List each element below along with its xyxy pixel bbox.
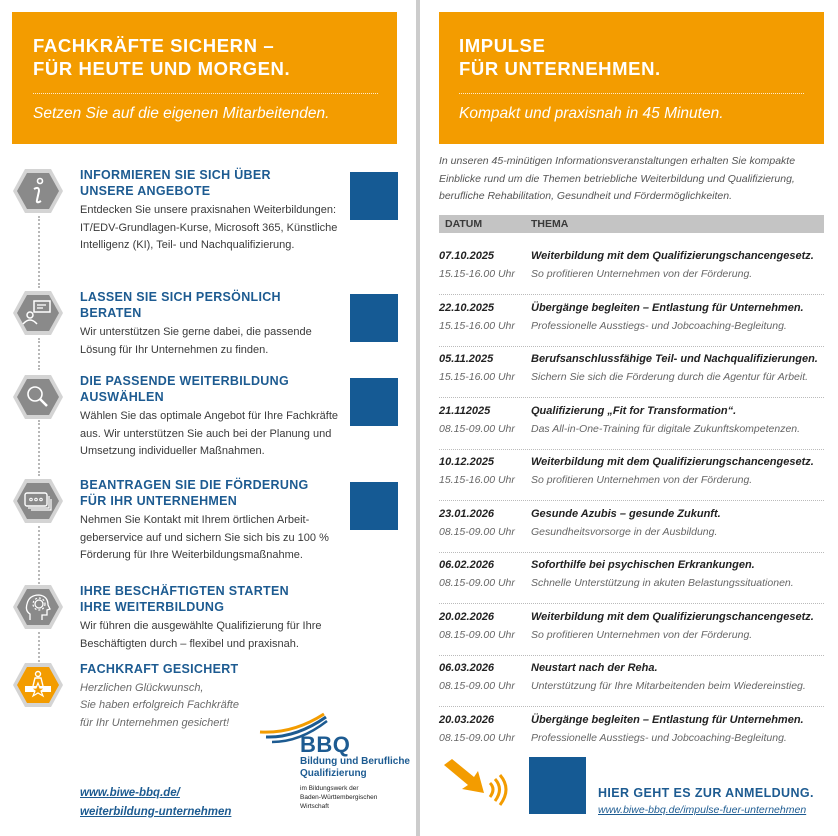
event-date: 07.10.2025 bbox=[439, 250, 495, 262]
event-date: 21.112025 bbox=[439, 404, 491, 417]
step-title bbox=[80, 290, 345, 321]
right-banner-title-line1: IMPULSE bbox=[459, 35, 546, 56]
left-banner-subtitle: Setzen Sie auf die eigenen Mitarbeitenden. bbox=[33, 105, 330, 122]
step-connector bbox=[38, 216, 42, 288]
event-description: Professionelle Ausstiegs- und Jobcoaching-Begleitung. bbox=[531, 731, 787, 744]
magnifier-icon bbox=[12, 374, 64, 420]
schedule-row bbox=[439, 398, 824, 450]
event-time: 15.15-16.00 Uhr bbox=[439, 371, 515, 383]
event-date: 20.03.2026 bbox=[439, 713, 495, 726]
event-date: 22.10.2025 bbox=[439, 301, 495, 314]
schedule-row bbox=[439, 655, 824, 707]
logo-subline bbox=[300, 784, 410, 811]
right-banner-title-line2: FÜR UNTERNEHMEN. bbox=[459, 58, 661, 79]
event-topic: Berufsanschlussfähige Teil- und Nachqualifizierungen. bbox=[531, 353, 818, 365]
step-title-line1: BEANTRAGEN SIE DIE FÖRDERUNG bbox=[80, 478, 309, 492]
left-banner-title-line1: FACHKRÄFTE SICHERN – bbox=[33, 35, 275, 56]
step-title bbox=[80, 374, 345, 405]
intro-text: In unseren 45-minütigen Informationsveranstaltungen erhalten Sie kompakte Einblicke rund um die Themen betriebliche Weiterbildung und Qualifizierung, berufliche Rehabilitation, Gesundheit und Fördermöglichkeiten. bbox=[439, 155, 796, 202]
weiterbildung-link-line1[interactable]: www.biwe-bbq.de/ bbox=[80, 787, 180, 799]
logo-wordmark: BBQ bbox=[300, 732, 351, 757]
event-topic: Weiterbildung mit dem Qualifizierungschancengesetz. bbox=[531, 610, 814, 623]
left-banner bbox=[12, 12, 397, 144]
qr-code[interactable] bbox=[350, 482, 398, 530]
event-description: Gesundheitsvorsorge in der Ausbildung. bbox=[531, 525, 718, 538]
event-description: So profitieren Unternehmen von der Förderung. bbox=[531, 268, 753, 280]
step-text bbox=[80, 584, 345, 653]
schedule-row bbox=[439, 501, 824, 553]
step-description: Entdecken Sie unsere praxisnahen Weiterbildungen: IT/EDV-Grundlagen-Kurse, Microsoft 365, Künstliche Intelligenz (KI), Teil- und Nachqualifizierung. bbox=[80, 204, 338, 251]
event-description: So profitieren Unternehmen von der Förderung. bbox=[531, 474, 753, 486]
event-date: 06.03.2026 bbox=[439, 662, 495, 674]
consultation-icon bbox=[12, 290, 64, 336]
qr-code[interactable] bbox=[350, 378, 398, 426]
event-topic: Qualifizierung „Fit for Transformation“. bbox=[531, 404, 737, 417]
event-time: 15.15-16.00 Uhr bbox=[439, 268, 515, 280]
registration-qr-code[interactable] bbox=[529, 757, 586, 814]
event-date: 20.02.2026 bbox=[439, 610, 495, 623]
right-banner-title bbox=[459, 34, 824, 80]
event-time: 08.15-09.00 Uhr bbox=[439, 422, 515, 435]
event-description: Unterstützung für Ihre Mitarbeitenden beim Wiedereinstieg. bbox=[531, 680, 806, 692]
step-connector bbox=[38, 338, 42, 370]
event-time: 15.15-16.00 Uhr bbox=[439, 319, 515, 332]
info-icon bbox=[12, 168, 64, 214]
head-gear-icon bbox=[12, 584, 64, 630]
left-banner-title bbox=[33, 34, 397, 80]
weiterbildung-link[interactable] bbox=[80, 784, 231, 822]
logo-line1: Bildung und Berufliche bbox=[300, 756, 410, 767]
event-time: 08.15-09.00 Uhr bbox=[439, 680, 515, 692]
step-title: FACHKRAFT GESICHERT bbox=[80, 662, 239, 676]
schedule-row bbox=[439, 552, 824, 604]
event-time: 08.15-09.00 Uhr bbox=[439, 525, 515, 538]
schedule-row bbox=[439, 604, 824, 656]
event-description: So profitieren Unternehmen von der Förderung. bbox=[531, 628, 753, 641]
event-topic: Übergänge begleiten – Entlastung für Unternehmen. bbox=[531, 713, 804, 726]
right-banner bbox=[439, 12, 824, 144]
step-text bbox=[80, 168, 345, 255]
arrow-signal-icon bbox=[440, 757, 530, 817]
header-thema: THEMA bbox=[531, 218, 569, 230]
event-date: 10.12.2025 bbox=[439, 456, 495, 468]
schedule-row bbox=[439, 346, 824, 398]
money-icon bbox=[12, 478, 64, 524]
schedule-row bbox=[439, 449, 824, 501]
step-title-line2: AUSWÄHLEN bbox=[80, 389, 164, 404]
step-title-line2: BERATEN bbox=[80, 305, 142, 320]
event-time: 08.15-09.00 Uhr bbox=[439, 731, 515, 744]
event-time: 08.15-09.00 Uhr bbox=[439, 577, 515, 589]
step-description-line3: für Ihr Unternehmen gesichert! bbox=[80, 716, 230, 729]
bbq-logo bbox=[258, 712, 408, 822]
step-connector bbox=[38, 632, 42, 662]
step-title bbox=[80, 168, 345, 199]
banner-dotted-rule bbox=[459, 93, 804, 94]
step-text bbox=[80, 290, 345, 359]
event-time: 08.15-09.00 Uhr bbox=[439, 628, 515, 641]
event-topic: Gesunde Azubis – gesunde Zukunft. bbox=[531, 507, 721, 520]
step-title-line1: IHRE BESCHÄFTIGTEN STARTEN bbox=[80, 584, 289, 598]
event-topic: Neustart nach der Reha. bbox=[531, 662, 658, 674]
event-date: 23.01.2026 bbox=[439, 507, 495, 520]
left-banner-title-line2: FÜR HEUTE UND MORGEN. bbox=[33, 58, 291, 79]
step-description: Wir unterstützen Sie gerne dabei, die passende Lösung für Ihr Unternehmen zu finden. bbox=[80, 326, 312, 356]
event-date: 05.11.2025 bbox=[439, 353, 494, 365]
step-title bbox=[80, 478, 345, 509]
qr-code[interactable] bbox=[350, 294, 398, 342]
step-title-line1: LASSEN SIE SICH PERSÖNLICH bbox=[80, 290, 281, 304]
step-title-line2: IHRE WEITERBILDUNG bbox=[80, 599, 225, 614]
logo-line5: Wirtschaft bbox=[300, 803, 329, 810]
event-topic: Soforthilfe bei psychischen Erkrankungen. bbox=[531, 559, 755, 571]
event-topic: Übergänge begleiten – Entlastung für Unternehmen. bbox=[531, 301, 804, 314]
step-description: Wählen Sie das optimale Angebot für Ihre Fachkräfte aus. Wir unterstützen Sie auch bei der Planung und Umsetzung individueller Maßnahmen. bbox=[80, 410, 339, 457]
event-description: Sichern Sie sich die Förderung durch die Agentur für Arbeit. bbox=[531, 371, 809, 383]
logo-line4: Baden-Württembergischen bbox=[300, 794, 378, 801]
event-date: 06.02.2026 bbox=[439, 559, 495, 571]
event-time: 15.15-16.00 Uhr bbox=[439, 474, 515, 486]
logo-line2: Qualifizierung bbox=[300, 768, 367, 779]
step-title-line2: FÜR IHR UNTERNEHMEN bbox=[80, 493, 238, 508]
step-description: Nehmen Sie Kontakt mit Ihrem örtlichen Arbeitgeberservice auf und sichern Sie sich bis zu 100 % Förderung für Ihre Weiterbildungsmaßnahme. bbox=[80, 514, 329, 561]
step-description-line2: Sie haben erfolgreich Fachkräfte bbox=[80, 699, 239, 711]
schedule-row bbox=[439, 243, 824, 295]
registration-title: HIER GEHT ES ZUR ANMELDUNG. bbox=[598, 786, 814, 800]
qr-code[interactable] bbox=[350, 172, 398, 220]
event-topic: Weiterbildung mit dem Qualifizierungschancengesetz. bbox=[531, 250, 814, 262]
schedule-row bbox=[439, 295, 824, 347]
event-description: Das All-in-One-Training für digitale Zukunftskompetenzen. bbox=[531, 422, 801, 435]
step-description: Wir führen die ausgewählte Qualifizierung für Ihre Beschäftigten durch – flexibel und praxisnah. bbox=[80, 620, 322, 650]
event-topic: Weiterbildung mit dem Qualifizierungschancengesetz. bbox=[531, 456, 814, 468]
step-title-line1: DIE PASSENDE WEITERBILDUNG bbox=[80, 374, 289, 388]
step-connector bbox=[38, 526, 42, 584]
event-description: Schnelle Unterstützung in akuten Belastungssituationen. bbox=[531, 577, 794, 589]
step-description-line1: Herzlichen Glückwunsch, bbox=[80, 681, 204, 694]
right-banner-subtitle: Kompakt und praxisnah in 45 Minuten. bbox=[459, 105, 724, 122]
step-text bbox=[80, 478, 345, 565]
logo-line3: im Bildungswerk der bbox=[300, 785, 359, 792]
step-title-line2: UNSERE ANGEBOTE bbox=[80, 183, 211, 198]
award-star-icon bbox=[12, 662, 64, 708]
event-description: Professionelle Ausstiegs- und Jobcoaching-Begleitung. bbox=[531, 319, 787, 332]
weiterbildung-link-line2[interactable]: weiterbildung-unternehmen bbox=[80, 806, 232, 818]
header-datum: DATUM bbox=[445, 218, 483, 230]
logo-tagline bbox=[300, 756, 410, 780]
page-divider bbox=[416, 0, 420, 836]
registration-link[interactable]: www.biwe-bbq.de/impulse-fuer-unternehmen bbox=[598, 804, 807, 816]
table-header bbox=[439, 215, 824, 233]
step-title-line1: INFORMIEREN SIE SICH ÜBER bbox=[80, 168, 271, 182]
step-title bbox=[80, 584, 345, 615]
step-connector bbox=[38, 420, 42, 476]
banner-dotted-rule bbox=[33, 93, 378, 94]
step-text bbox=[80, 374, 345, 461]
schedule-row bbox=[439, 707, 824, 759]
